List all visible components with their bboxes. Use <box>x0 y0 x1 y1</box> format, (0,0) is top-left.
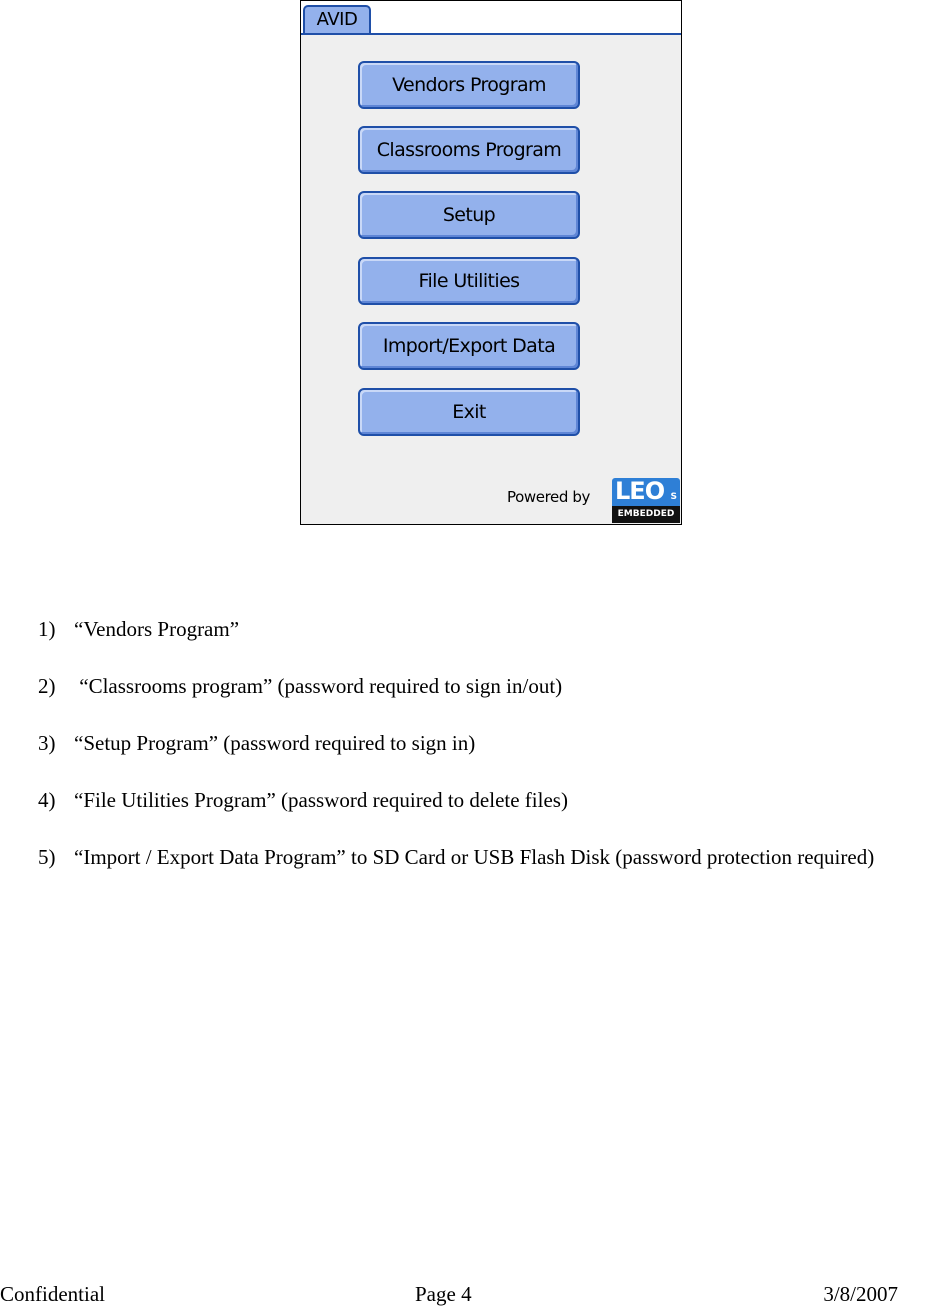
list-item <box>38 787 928 813</box>
leos-logo-top <box>612 478 680 506</box>
page-footer <box>0 1282 928 1310</box>
leos-logo-word: LEO <box>615 477 665 505</box>
leos-logo <box>612 478 680 523</box>
footer-date: 3/8/2007 <box>823 1282 898 1306</box>
exit-button[interactable]: Exit <box>358 388 580 436</box>
list-item-text: “Setup Program” (password required to sign in) <box>74 731 476 755</box>
list-item <box>38 730 928 756</box>
list-item <box>38 673 928 699</box>
list-item-number: 2) <box>38 674 56 698</box>
list-item <box>38 616 928 642</box>
vendors-program-button[interactable]: Vendors Program <box>358 61 580 109</box>
file-utilities-button[interactable]: File Utilities <box>358 257 580 305</box>
tab-avid[interactable]: AVID <box>303 5 371 33</box>
list-item-text: “Vendors Program” <box>74 617 240 641</box>
list-item <box>38 844 928 870</box>
footer-confidential: Confidential <box>0 1282 105 1306</box>
list-item-number: 1) <box>38 617 56 641</box>
powered-by-label: Powered by <box>507 488 590 506</box>
list-item-number: 5) <box>38 845 56 869</box>
list-item-text: “Import / Export Data Program” to SD Card or USB Flash Disk (password protection required) <box>74 845 875 869</box>
leos-logo-tag: EMBEDDED <box>612 506 680 523</box>
list-item-number: 4) <box>38 788 56 812</box>
tab-bar <box>301 1 681 35</box>
leos-logo-sub: S <box>670 492 677 502</box>
footer-page-number: Page 4 <box>415 1282 472 1306</box>
list-item-text: “Classrooms program” (password required to sign in/out) <box>74 674 563 698</box>
setup-button[interactable]: Setup <box>358 191 580 239</box>
program-list <box>38 616 928 901</box>
device-screenshot <box>300 0 682 525</box>
import-export-data-button[interactable]: Import/Export Data <box>358 322 580 370</box>
classrooms-program-button[interactable]: Classrooms Program <box>358 126 580 174</box>
list-item-text: “File Utilities Program” (password required to delete files) <box>74 788 568 812</box>
list-item-number: 3) <box>38 731 56 755</box>
